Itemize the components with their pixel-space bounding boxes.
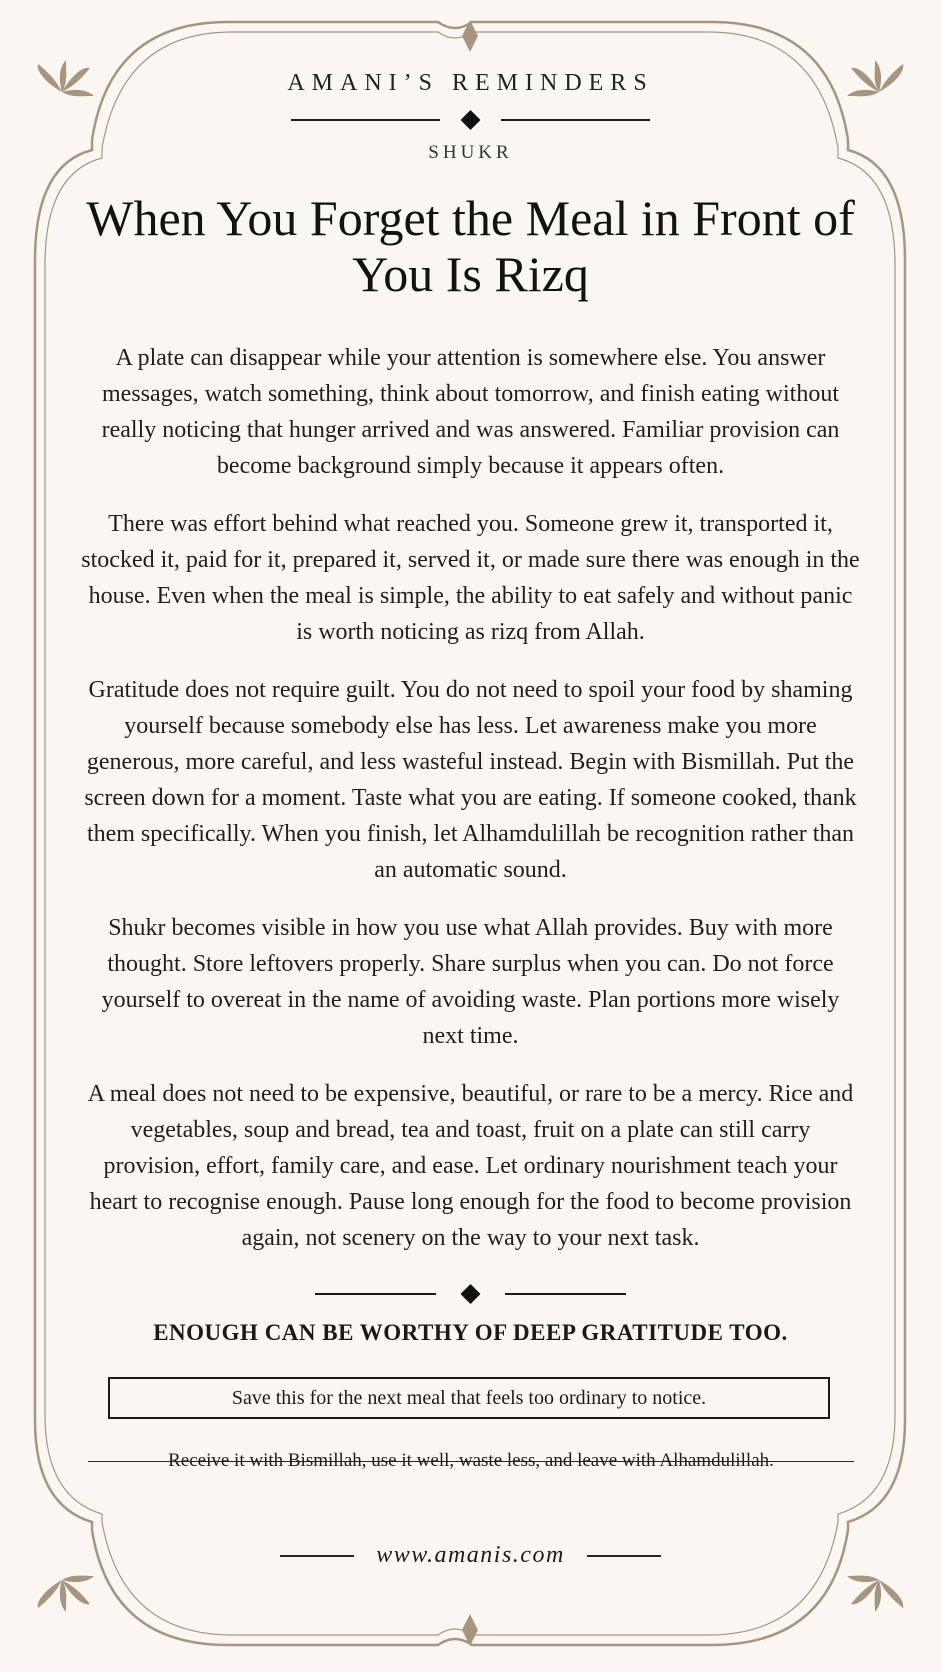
corner-flourish-bottom-right [847, 1576, 903, 1612]
corner-flourish-bottom-left [38, 1576, 94, 1612]
section-divider [80, 1280, 861, 1308]
paragraph: A meal does not need to be expensive, beautiful, or rare to be a mercy. Rice and vegetables, soup and bread, tea and toast, fruit on a plate can still carry provision, effort, family care, and ease. Let ordinary nourishment teach your heart to recognise enough. Pause long enough for the food to become provision again, not scenery on the way to your next task. [87, 1081, 854, 1251]
paragraph: Gratitude does not require guilt. You do not need to spoil your food by shaming yourself because somebody else has less. Let awareness make you more generous, more careful, and less wasteful instead. Begin with Bismillah. Put the screen down for a moment. Taste what you are eating. If someone cooked, thank them specifically. When you finish, let Alhamdulillah be recognition rather than an automatic sound. [84, 677, 857, 883]
brand-name: AMANI’S REMINDERS [287, 70, 654, 96]
callout-heading: ENOUGH CAN BE WORTHY OF DEEP GRATITUDE TOO. [153, 1320, 788, 1345]
divider-diamond-icon [461, 110, 481, 130]
divider-diamond-icon [461, 1284, 481, 1304]
website-row [80, 1538, 861, 1572]
topic-label: SHUKR [428, 142, 513, 163]
closing-note [88, 1446, 854, 1476]
closing-note-text: Receive it with Bismillah, use it well, waste less, and leave with Alhamdulillah. [168, 1450, 774, 1471]
paragraph: A plate can disappear while your attention is somewhere else. You answer messages, watch something, think about tomorrow, and finish eating without really noticing that hunger arrived and was answered. Familiar provision can become background simply because it appears often. [101, 345, 840, 479]
paragraph: There was effort behind what reached you. Someone grew it, transported it, stocked it, paid for it, prepared it, served it, or made sure there was enough in the house. Even when the meal is simple, the ability to eat safely and without panic is worth noticing as rizq from Allah. [81, 511, 860, 645]
top-diamond-ornament [462, 20, 478, 52]
website-rule-right [587, 1555, 661, 1557]
header-divider [80, 108, 861, 132]
website-link[interactable]: www.amanis.com [376, 1542, 565, 1568]
article-title: When You Forget the Meal in Front of You Is Rizq [86, 190, 855, 302]
article-body [80, 340, 861, 1278]
paragraph: Shukr becomes visible in how you use what Allah provides. Buy with more thought. Store leftovers properly. Share surplus when you can. Do not force yourself to overeat in the name of avoiding waste. Plan portions more wisely next time. [101, 915, 840, 1049]
save-note-box: Save this for the next meal that feels too ordinary to notice. [108, 1377, 830, 1419]
